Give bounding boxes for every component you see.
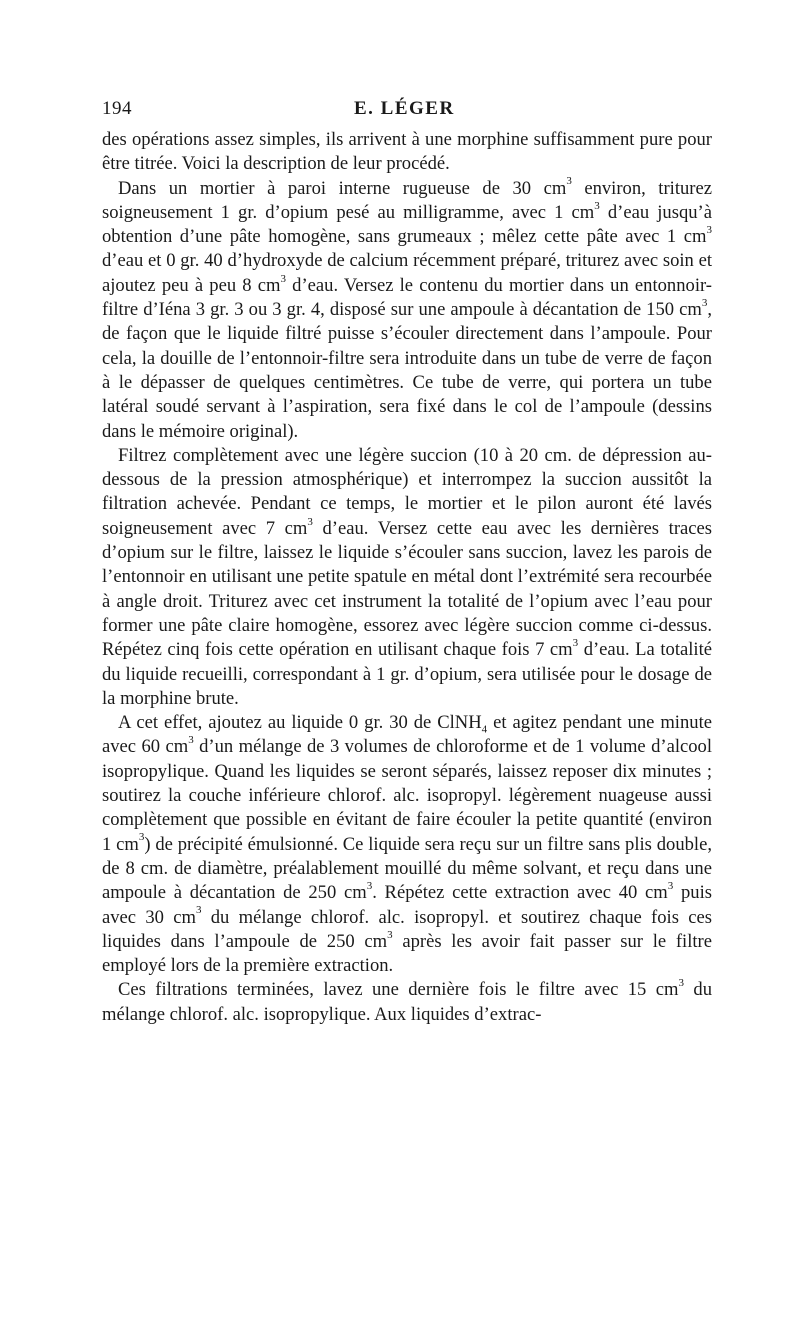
text-run: d’eau jusqu’à obtention d’une pâte homogène, sans grumeaux ; mêlez cette pâte avec 1 cm <box>102 201 712 248</box>
text-run: après les avoir fait passer sur le filtre employé lors de la première extraction. <box>102 930 712 977</box>
body-text <box>102 128 712 1027</box>
text-run: A cet effet, ajoutez au liquide 0 gr. 30 de ClNH <box>118 712 482 734</box>
paragraph <box>102 128 712 177</box>
superscript: 3 <box>188 734 194 747</box>
superscript: 3 <box>667 880 674 893</box>
text-run: ) de précipité émulsionné. Ce liquide sera reçu sur un filtre sans plis double, de 8 cm. de diamètre, préalablement mouillé du même solvant, et reçu dans une ampoule à décantation de 250 cm <box>102 833 712 904</box>
text-run: d’eau et 0 gr. 40 d’hydroxyde de calcium récemment préparé, triturez avec soin et ajoutez peu à peu 8 cm <box>102 250 712 296</box>
superscript: 3 <box>138 831 145 844</box>
superscript: 3 <box>280 272 286 285</box>
text-run: des opérations assez simples, ils arrivent à une morphine suffisamment pure pour être titrée. Voici la description de leur procédé. <box>102 129 712 175</box>
superscript: 3 <box>387 928 393 941</box>
text-run: d’eau. La totalité du liquide recueilli, correspondant à 1 gr. d’opium, sera utilisée pour le dosage de la morphine brute. <box>102 639 712 709</box>
text-run: environ, triturez soigneusement 1 gr. d’opium pesé au milligramme, avec 1 cm <box>102 177 712 223</box>
superscript: 3 <box>566 175 572 188</box>
superscript: 3 <box>678 977 684 990</box>
page-header <box>102 98 712 128</box>
superscript: 3 <box>366 880 373 893</box>
text-run: et agitez pendant une minute avec 60 cm <box>102 712 712 758</box>
text-run: du mélange chlorof. alc. isopropylique. Aux liquides d’extrac- <box>102 979 712 1025</box>
paragraph <box>102 444 712 711</box>
text-run: , de façon que le liquide filtré puisse s’écouler directement dans l’ampoule. Pour cela, la douille de l’entonnoir-filtre sera introduite dans un tube de verre de façon à le dépasser de quelques centimètres. Ce tube de verre, qui portera un tube latéral soudé servant à l’aspiration, sera fixé dans le col de l’ampoule (dessins dans le mémoire original). <box>102 299 712 442</box>
superscript: 3 <box>195 904 202 917</box>
superscript: 3 <box>572 637 579 650</box>
text-run: Filtrez complètement avec une légère succion (10 à 20 cm. de dépression au-dessous de la pression atmosphérique) et interrompez la succion aussitôt la filtration achevée. Pendant ce temps, le mortier et le pilon auront été lavés soigneusement avec 7 cm <box>102 444 712 539</box>
text-run: d’un mélange de 3 volumes de chloroforme et de 1 volume d’alcool isopropylique. Quand les liquides se seront séparés, laissez reposer dix minutes ; soutirez la couche inférieure chlorof. alc. isopropyl. légèrement nuageuse aussi complètement que possible en évitant de faire écouler la petite quantité (environ 1 cm <box>102 736 712 855</box>
page-number: 194 <box>102 98 132 119</box>
text-run: Dans un mortier à paroi interne rugueuse de 30 cm <box>118 177 567 199</box>
superscript: 3 <box>706 224 712 236</box>
page <box>102 98 712 1027</box>
running-head: E. LÉGER <box>354 98 455 119</box>
text-run: Ces filtrations terminées, lavez une dernière fois le filtre avec 15 cm <box>118 979 679 1001</box>
text-run: puis avec 30 cm <box>102 882 712 928</box>
text-run: du mélange chlorof. alc. isopropyl. et soutirez chaque fois ces liquides dans l’ampoule de 250 cm <box>102 906 712 952</box>
paragraph <box>102 711 712 978</box>
text-run: d’eau. Versez le contenu du mortier dans un entonnoir-filtre d’Iéna 3 gr. 3 ou 3 gr. 4, disposé sur une ampoule à décantation de 150 cm <box>102 274 712 321</box>
superscript: 3 <box>594 199 600 212</box>
superscript: 3 <box>701 296 708 309</box>
paragraph <box>102 177 712 444</box>
paragraph <box>102 978 712 1027</box>
subscript: 4 <box>481 723 488 736</box>
superscript: 3 <box>307 515 313 528</box>
text-run: d’eau. Versez cette eau avec les dernières traces d’opium sur le filtre, laissez le liquide s’écouler sans succion, lavez les parois de l’entonnoir en utilisant une petite spatule en métal dont l’extrémité sera recourbée à angle droit. Triturez avec cet instrument la totalité de l’opium avec l’eau pour former une pâte claire homogène, essorez avec légère succion comme ci-dessus. Répétez cinq fois cette opération en utilisant chaque fois 7 cm <box>102 517 713 661</box>
text-run: . Répétez cette extraction avec 40 cm <box>372 882 668 904</box>
